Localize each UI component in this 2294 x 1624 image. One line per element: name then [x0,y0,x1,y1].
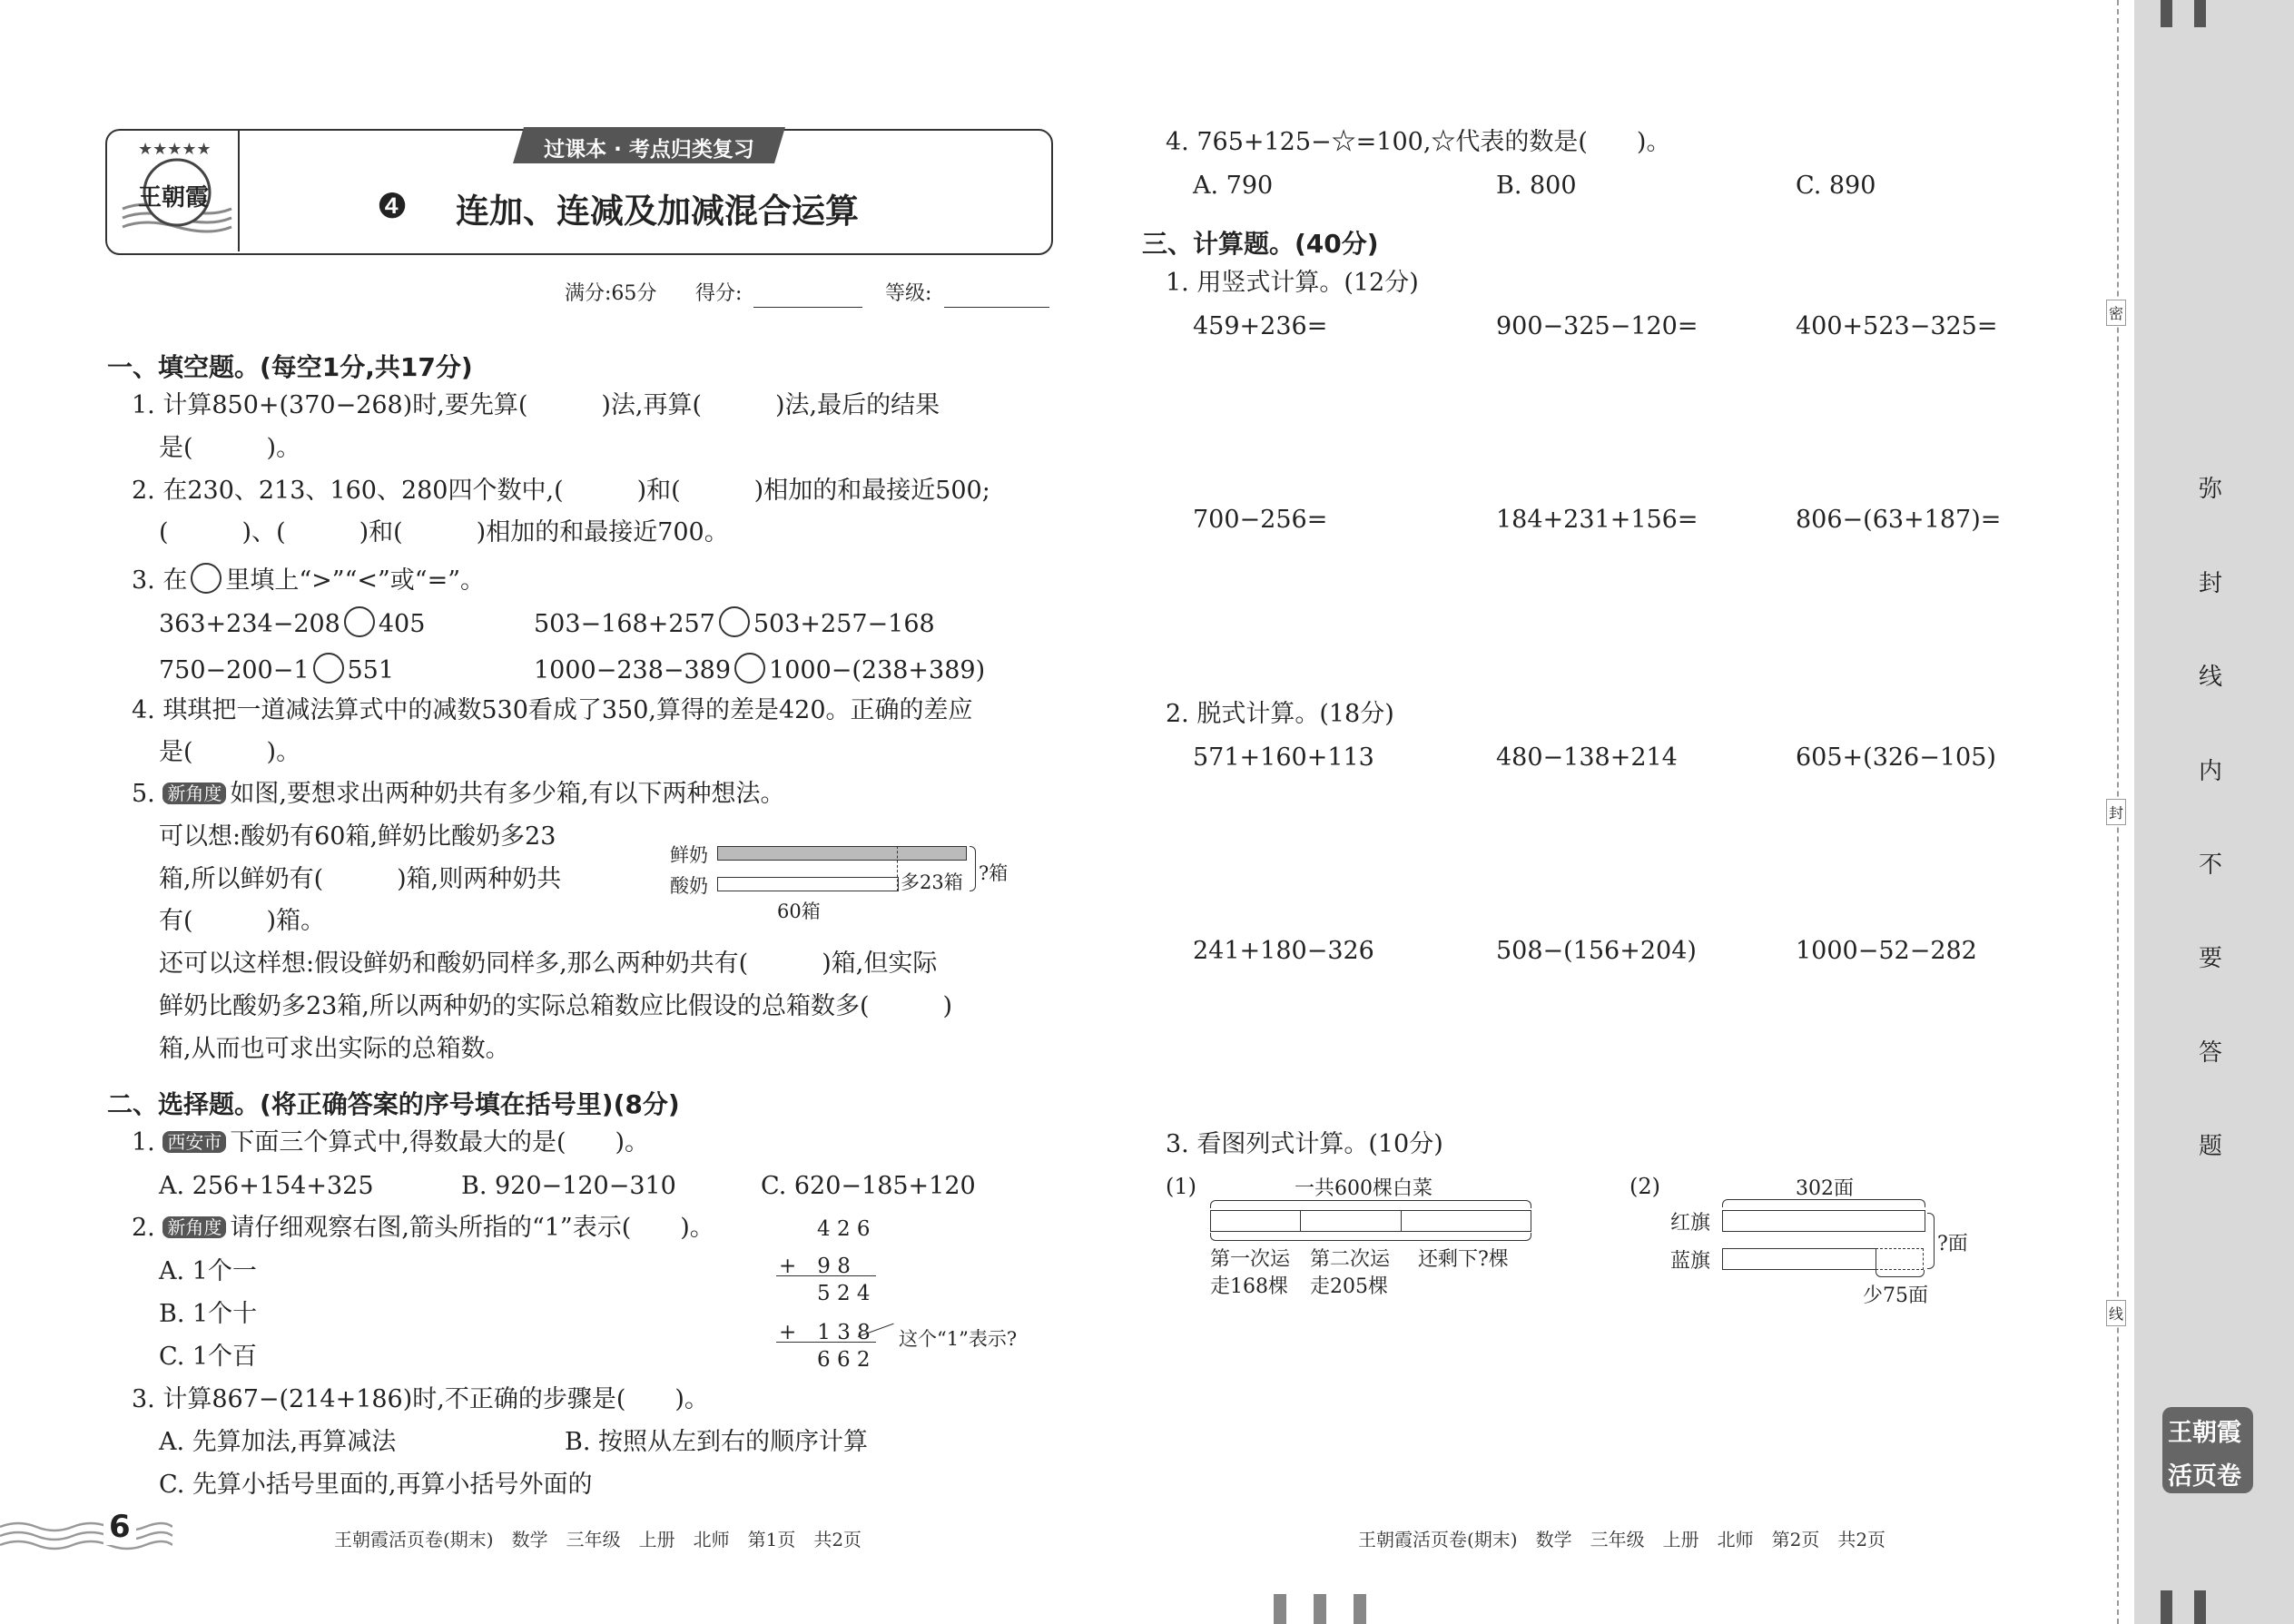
calc-f1: 571+160+113 [1193,743,1374,772]
calc-e5: 184+231+156= [1496,506,1698,534]
pic2-q: ?面 [1937,1233,1968,1255]
pic2-blue: 蓝旗 [1670,1250,1711,1273]
q5-l2: 箱,所以鲜奶有( )箱,则两种奶共 [159,865,562,893]
side-char: 答 [2199,1039,2223,1067]
bottom-mark [1314,1594,1326,1624]
blue-bar [1722,1248,1876,1270]
q2-line1: 2. 在230、213、160、280四个数中,( )和( )相加的和最接近500; [132,477,990,505]
footer-right: 王朝霞活页卷(期末) 数学 三年级 上册 北师 第2页 共2页 [1358,1529,1886,1550]
red-bar [1722,1210,1925,1232]
expr: 363+234−208 [159,610,340,638]
c1-option-c[interactable]: C. 620−185+120 [761,1172,976,1200]
badge-text-1: 王朝霞 [2168,1419,2241,1447]
q5-l4: 还可以这样想:假设鲜奶和酸奶同样多,那么两种奶共有( )箱,但实际 [159,950,938,978]
side-strip [2134,0,2294,1624]
expr: 551 [347,656,395,684]
pic1-total: 一共600棵白菜 [1295,1177,1433,1200]
side-char: 不 [2199,851,2223,879]
pic2-red: 红旗 [1670,1212,1711,1235]
c2-option-a[interactable]: A. 1个一 [159,1257,257,1285]
top-tab [2161,0,2172,27]
grade-line[interactable] [944,307,1049,308]
c3-option-b[interactable]: B. 按照从左到右的顺序计算 [565,1428,869,1456]
side-char: 封 [2199,570,2223,597]
new-angle-tag: 新角度 [162,782,226,804]
pic1-l3: 还剩下?棵 [1418,1248,1509,1271]
c1-option-a[interactable]: A. 256+154+325 [159,1172,374,1200]
page-number: 6 [103,1509,136,1545]
fresh-bar [717,846,967,861]
q5-l3: 有( )箱。 [159,907,326,935]
q5-line [132,782,785,806]
fig-60-label: 60箱 [777,901,821,922]
bottom-mark [1354,1594,1366,1624]
q4-line1: 4. 琪琪把一道减法算式中的减数530看成了350,算得的差是420。正确的差应 [132,696,973,724]
expr: 750−200−1 [159,656,310,684]
full-score: 满分:65分 [565,282,657,305]
pic2-top: 302面 [1796,1177,1854,1200]
side-char: 要 [2199,945,2223,972]
fig-yog-label: 酸奶 [670,875,708,897]
q5-text: 如图,要想求出两种奶共有多少箱,有以下两种想法。 [230,780,785,808]
pic1-l1b: 走168棵 [1210,1275,1288,1298]
pic1-l2b: 走205棵 [1310,1275,1388,1298]
calc-e4: 700−256= [1193,506,1328,534]
q3-row2b [534,653,985,684]
side-char: 弥 [2199,476,2223,503]
answer-circle[interactable] [313,653,344,684]
side-char: 线 [2199,664,2223,691]
header-divider [238,130,240,251]
section-choice: 二、选择题。(将正确答案的序号填在括号里)(8分) [107,1089,680,1119]
q1-line1: 1. 计算850+(370−268)时,要先算( )法,再算( )法,最后的结果 [132,391,940,419]
pic1-brace-bot [1210,1233,1531,1241]
sub2-title: 2. 脱式计算。(18分) [1166,700,1394,728]
pic1-div1 [1300,1210,1301,1232]
mini-seal-2: 封 [2106,799,2126,825]
q4-line2: 是( )。 [159,738,301,766]
fig-q-label: ?箱 [979,862,1009,884]
unit-number: ❹ [377,186,409,226]
vert-note: 这个“1”表示? [899,1328,1018,1350]
blue-dash [1876,1248,1924,1270]
expr: 1000−238−389 [534,656,732,684]
mini-seal-3: 线 [2106,1300,2126,1326]
answer-circle[interactable] [344,606,375,637]
calc-e3: 400+523−325= [1796,312,1998,340]
pic2-less: 少75面 [1863,1284,1928,1307]
c3-option-c[interactable]: C. 先算小括号里面的,再算小括号外面的 [159,1471,593,1499]
q3-row1b [534,606,935,637]
q3-post: 里填上“>”“<”或“=”。 [225,566,486,595]
logo-text: 王朝霞 [138,184,210,212]
vert-r1: 4 2 6 [817,1217,871,1241]
pic1-brace-top [1210,1200,1531,1208]
banner-text: 过课本 · 考点归类复习 [544,138,754,162]
q1-line2: 是( )。 [159,434,301,462]
pic2-label: (2) [1629,1174,1660,1199]
footer-left: 王朝霞活页卷(期末) 数学 三年级 上册 北师 第1页 共2页 [334,1529,862,1550]
calc-f5: 508−(156+204) [1496,937,1697,965]
section-fill: 一、填空题。(每空1分,共17分) [107,352,473,382]
pic2-right-brace [1927,1213,1935,1269]
top-tab [2194,0,2206,27]
expr: 503−168+257 [534,610,715,638]
pic1-div2 [1401,1210,1402,1232]
c2-text: 请仔细观察右图,箭头所指的“1”表示( )。 [230,1214,714,1242]
q5-l5: 鲜奶比酸奶多23箱,所以两种奶的实际总箱数应比假设的总箱数多( ) [159,992,953,1020]
yog-bar [717,877,899,891]
vert-r3: 5 2 4 [817,1282,871,1305]
expr: 405 [378,610,426,638]
c1-option-b[interactable]: B. 920−120−310 [461,1172,676,1200]
brace [970,846,976,891]
fresh-extra-dash [897,846,898,891]
calc-f4: 241+180−326 [1193,937,1374,965]
pic1-l2: 第二次运 [1310,1248,1391,1271]
c3-line: 3. 计算867−(214+186)时,不正确的步骤是( )。 [132,1385,709,1413]
side-char: 题 [2199,1133,2223,1160]
calc-f2: 480−138+214 [1496,743,1678,772]
q3-row1a [159,606,425,637]
q4-option-c[interactable]: C. 890 [1796,172,1876,200]
sub3-title: 3. 看图列式计算。(10分) [1166,1130,1443,1158]
answer-circle[interactable] [719,606,750,637]
calc-f3: 605+(326−105) [1796,743,1996,772]
city-tag: 西安市 [162,1131,226,1153]
c2-option-b[interactable]: B. 1个十 [159,1300,258,1328]
pic1-label: (1) [1166,1174,1196,1199]
q4-option-a[interactable]: A. 790 [1193,172,1274,200]
score-label: 得分: [695,282,743,305]
q3-row2a [159,653,394,684]
c2-num: 2. [132,1214,155,1242]
pic1-l1: 第一次运 [1210,1248,1291,1271]
new-angle-tag: 新角度 [162,1216,226,1238]
calc-e2: 900−325−120= [1496,312,1698,340]
bottom-tab [2161,1590,2172,1624]
fig-more-label: 多23箱 [901,871,963,893]
pic2-top-brace [1722,1199,1925,1207]
compare-circle-icon [191,563,222,594]
badge-text-2: 活页卷 [2168,1462,2241,1491]
bottom-mark [1274,1594,1286,1624]
c1-num: 1. [132,1128,155,1156]
wave-icon [0,1518,172,1554]
bottom-tab [2194,1590,2206,1624]
q4-right: 4. 765+125−☆=100,☆代表的数是( )。 [1166,128,1671,156]
vert-r2: + 9 8 [779,1255,851,1278]
q3-line [132,563,485,594]
grade-label: 等级: [885,282,932,305]
c1-text: 下面三个算式中,得数最大的是( )。 [230,1128,650,1156]
vert-r4: + 1 3 8 [779,1321,871,1344]
q4-option-b[interactable]: B. 800 [1496,172,1577,200]
q5-num: 5. [132,780,155,808]
q5-l6: 箱,从而也可求出实际的总箱数。 [159,1035,510,1063]
expr: 1000−(238+389) [769,656,986,684]
sub1-title: 1. 用竖式计算。(12分) [1166,269,1419,297]
pic2-bot-brace [1876,1270,1925,1277]
calc-f6: 1000−52−282 [1796,937,1977,965]
pic1-bar [1210,1210,1531,1232]
score-line[interactable] [753,307,862,308]
vert-line1 [776,1275,876,1276]
c2-line [132,1216,714,1240]
vert-r5: 6 6 2 [817,1348,871,1372]
c1-line [132,1130,649,1155]
calc-e6: 806−(63+187)= [1796,506,2002,534]
mini-seal-1: 密 [2106,300,2126,326]
expr: 503+257−168 [753,610,935,638]
svg-text:★★★★★: ★★★★★ [138,140,212,159]
section-calc: 三、计算题。(40分) [1142,229,1379,259]
side-char: 内 [2199,758,2223,785]
page-title: 连加、连减及加减混合运算 [456,192,859,231]
q3-pre: 3. 在 [132,566,188,595]
answer-circle[interactable] [734,653,765,684]
fig-fresh-label: 鲜奶 [670,844,708,866]
q5-l1: 可以想:酸奶有60箱,鲜奶比酸奶多23 [159,822,556,851]
c2-option-c[interactable]: C. 1个百 [159,1343,258,1371]
vert-line2 [776,1342,876,1343]
calc-e1: 459+236= [1193,312,1328,340]
q2-line2: ( )、( )和( )相加的和最接近700。 [159,518,729,546]
c3-option-a[interactable]: A. 先算加法,再算减法 [159,1428,397,1456]
